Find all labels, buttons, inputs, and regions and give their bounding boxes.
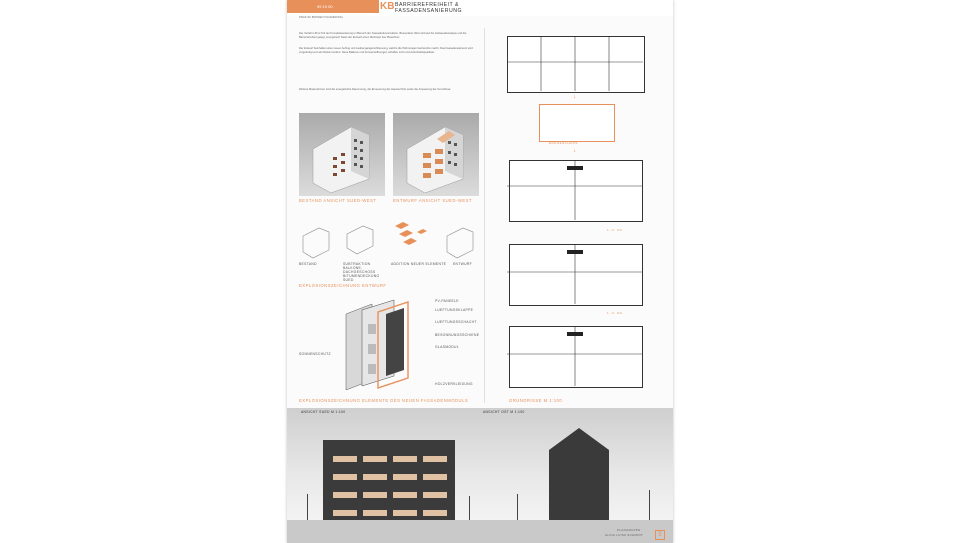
plans-divider: [484, 28, 485, 403]
explosion-label-subtraction: SUBTRAKTION BALKONE, DACHGESCHOSS BITUMENDECKUNG SUED: [343, 262, 380, 282]
plan-ground-floor-arrow: ↓: [573, 94, 576, 100]
footer-mark: 5: [655, 530, 665, 540]
tree-left-2: [469, 496, 470, 520]
elevation-east-graphic: [549, 428, 609, 520]
elevation-south-building: [323, 440, 455, 520]
tree-right-2: [649, 490, 650, 520]
facade-label-sunshade: SONNENSCHUTZ: [299, 352, 331, 356]
elevation-east-label: ANSICHT OST M 1:100: [483, 410, 525, 414]
isometric-proposed-render: [393, 113, 479, 196]
plan-main-caption: GRUNDRISSE M 1:100: [509, 398, 563, 403]
plan-caption-3: 1.-3. OG: [607, 311, 623, 315]
facade-label-vent-shaft: LUEFTUNGSSCHACHT: [435, 320, 477, 324]
header-orange-tab: [287, 0, 379, 13]
tree-right-1: [517, 494, 518, 520]
explosion-diagram: [299, 216, 479, 260]
poster-sheet: [287, 0, 673, 543]
intro-paragraph-2: Der Entwurf beinhaltet einen neuen Aufzug und Laubengangerschliessung, welche die Wohnungen barrierefrei macht. Das Fassadenelement wird vorgefertigt und als Modul montiert. Neue Balkone und Fensteroeffnungen schaffen Licht und Aufenthaltsqualitaet.: [299, 47, 473, 54]
facade-module-graphic: [342, 298, 432, 390]
header-title-line1: BARRIEREFREIHEIT &: [395, 2, 459, 8]
isometric-existing-render: [299, 113, 385, 196]
explosion-caption: EXPLOSIONSZEICHNUNG ENTWURF: [299, 283, 387, 288]
explosion-label-existing: BESTAND: [299, 262, 317, 266]
tree-left-1: [307, 494, 308, 520]
facade-label-pv: PV-PANEELE: [435, 299, 459, 303]
facade-module-drawing: [342, 298, 432, 390]
header-small-left: 99 10 00: [317, 4, 333, 9]
explosion-label-proposal: ENTWURF: [453, 262, 473, 266]
header-subtitle: PRAK.SF BMSSEN KSANIERUNG: [299, 15, 343, 19]
header-code-mark: KB: [380, 1, 395, 12]
explosion-label-addition: ADDITION NEUER ELEMENTE: [391, 262, 447, 266]
facade-label-rail: BESONNUNGSSCHIENE: [435, 333, 480, 337]
isometric-left-caption: BESTAND ANSICHT SUED-WEST: [299, 198, 377, 203]
plan-wall-linework: [507, 36, 643, 391]
isometric-right-caption: ENTWURF ANSICHT SUED-WEST: [393, 198, 472, 203]
intro-paragraph-1: Der Verfall in B ist Teil der Komplettsanierung im Bereich der Fassadenkonstruktion. Besonderer Wert wird auf die Gebaeudeanalyse und die Barrierefreiheit gelegt, energetisch bietet der Entwurf einen Mehrwert fuer Bewohner.: [299, 32, 467, 39]
isometric-proposed-graphic: [393, 113, 479, 196]
elevation-south-graphic: [323, 440, 455, 520]
isometric-existing-graphic: [299, 113, 385, 196]
facade-label-vent-flap: LUEFTUNGSKLAPPE: [435, 308, 474, 312]
footer-line1: PLANGRUPPE: [617, 528, 641, 532]
elevation-east-building: [549, 428, 609, 520]
intro-paragraph-3: Weitere Massnahmen sind die energetische Daemmung, die Erneuerung der Haustechnik sowie die Anpassung der Grundrisse.: [299, 88, 452, 91]
elevation-ground: [287, 520, 673, 543]
plan-caption-2: 1.-3. OG: [607, 228, 623, 232]
plan-ground-detail-arrow: ↓: [573, 148, 576, 154]
footer-line2: ALINA LUISA SCHMIDT: [605, 533, 644, 537]
header-title-line2: FASSADENSANIERUNG: [395, 8, 463, 14]
plan-caption-1: ERDGESCHOSS: [549, 141, 578, 145]
facade-caption: EXPLOSIONSZEICHNUNG ELEMENTE DES NEUEN FASSADENMODULS: [299, 398, 469, 403]
elevation-south-label: ANSICHT SUED M 1:100: [301, 410, 346, 414]
facade-label-glass: GLASMODUL: [435, 345, 459, 349]
explosion-diagram-graphic: [299, 216, 479, 260]
facade-label-wood: HOLZVERKLEIDUNG: [435, 382, 473, 386]
